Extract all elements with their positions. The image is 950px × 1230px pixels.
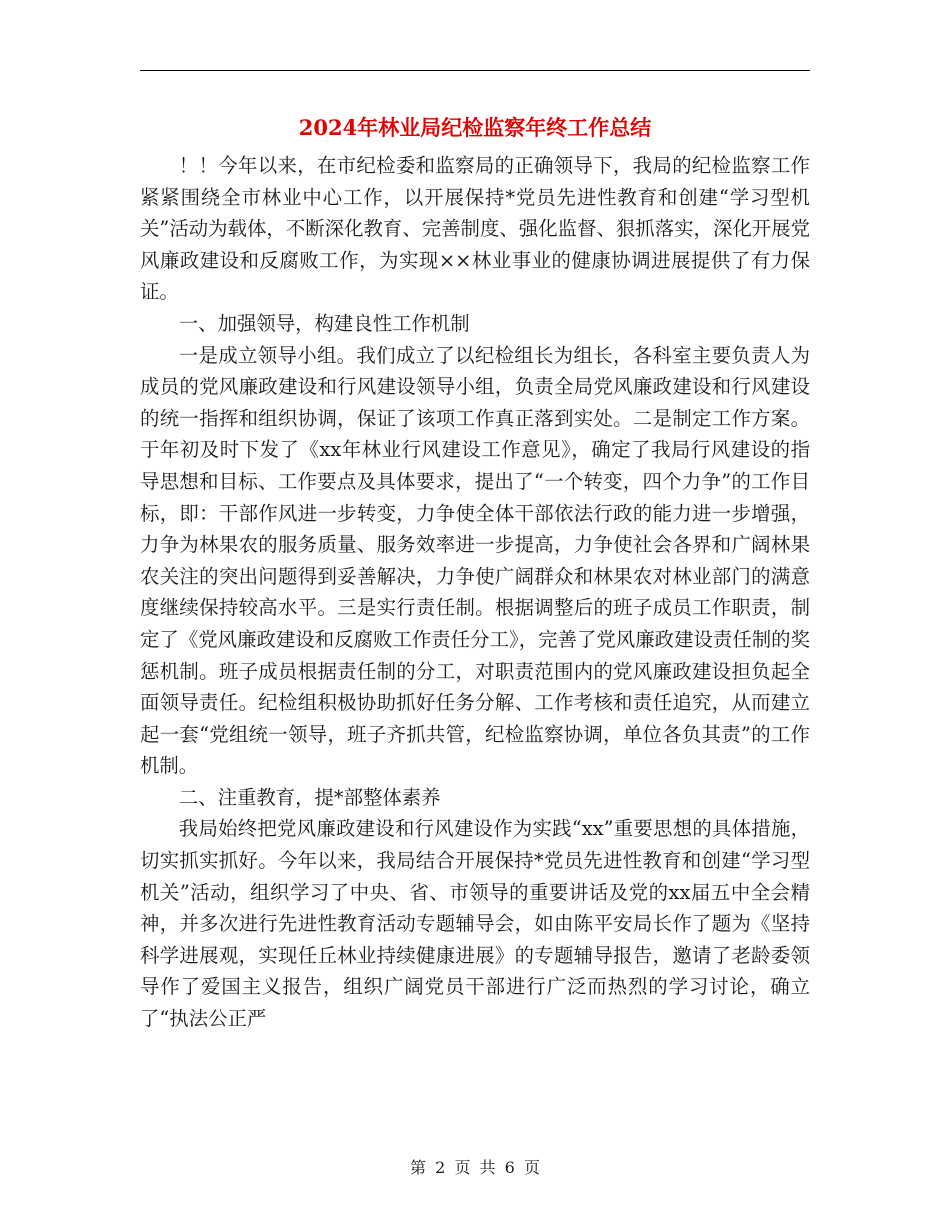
footer-page-unit: 页 (454, 1158, 471, 1177)
section-heading-2: 二、注重教育，提*部整体素养 (178, 785, 441, 809)
footer-prefix: 第 (410, 1158, 427, 1177)
page-footer (0, 1155, 950, 1178)
footer-total-prefix: 共 (479, 1158, 496, 1177)
section-heading-1: 一、加强领导，构建良性工作机制 (178, 311, 470, 335)
document-title: 2024年林业局纪检监察年终工作总结 (298, 115, 652, 140)
footer-suffix: 页 (523, 1158, 540, 1177)
intro-paragraph: ！！今年以来，在市纪检委和监察局的正确领导下，我局的纪检监察工作紧紧围绕全市林业中心工作，以开展保持*党员先进性教育和创建“学习型机关”活动为载体，不断深化教育、完善制度、强化监督、狠抓落实，深化开展党风廉政建设和反腐败工作，为实现××林业事业的健康协调进展提供了有力保证。 (140, 154, 810, 304)
section-1-paragraph: 一是成立领导小组。我们成立了以纪检组长为组长，各科室主要负责人为成员的党风廉政建设和行风建设领导小组，负责全局党风廉政建设和行风建设的统一指挥和组织协调，保证了该项工作真正落到实处。二是制定工作方案。于年初及时下发了《xx年林业行风建设工作意见》，确定了我局行风建设的指导思想和目标、工作要点及具体要求，提出了“一个转变，四个力争”的工作目标，即：干部作风进一步转变，力争使全体干部依法行政的能力进一步增强，力争为林果农的服务质量、服务效率进一步提高，力争使社会各界和广阔林果农关注的突出问题得到妥善解决，力争使广阔群众和林果农对林业部门的满意度继续保持较高水平。三是实行责任制。根据调整后的班子成员工作职责，制定了《党风廉政建设和反腐败工作责任分工》，完善了党风廉政建设责任制的奖惩机制。班子成员根据责任制的分工，对职责范围内的党风廉政建设担负起全面领导责任。纪检组积极协助抓好任务分解、工作考核和责任追究，从而建立起一套“党组统一领导，班子齐抓共管，纪检监察协调，单位各负其责”的工作机制。 (140, 343, 810, 778)
section-2-paragraph: 我局始终把党风廉政建设和行风建设作为实践“xx”重要思想的具体措施，切实抓实抓好。今年以来，我局结合开展保持*党员先进性教育和创建“学习型机关”活动，组织学习了中央、省、市领导的重要讲话及党的xx届五中全会精神，并多次进行先进性教育活动专题辅导会，如由陈平安局长作了题为《坚持科学进展观，实现任丘林业持续健康进展》的专题辅导报告，邀请了老龄委领导作了爱国主义报告，组织广阔党员干部进行广泛而热烈的学习讨论，确立了“执法公正严 (140, 817, 810, 1031)
footer-current-page: 2 (435, 1158, 446, 1177)
document-body (140, 150, 810, 1035)
header-rule (140, 70, 810, 71)
footer-total-pages: 6 (504, 1158, 515, 1177)
